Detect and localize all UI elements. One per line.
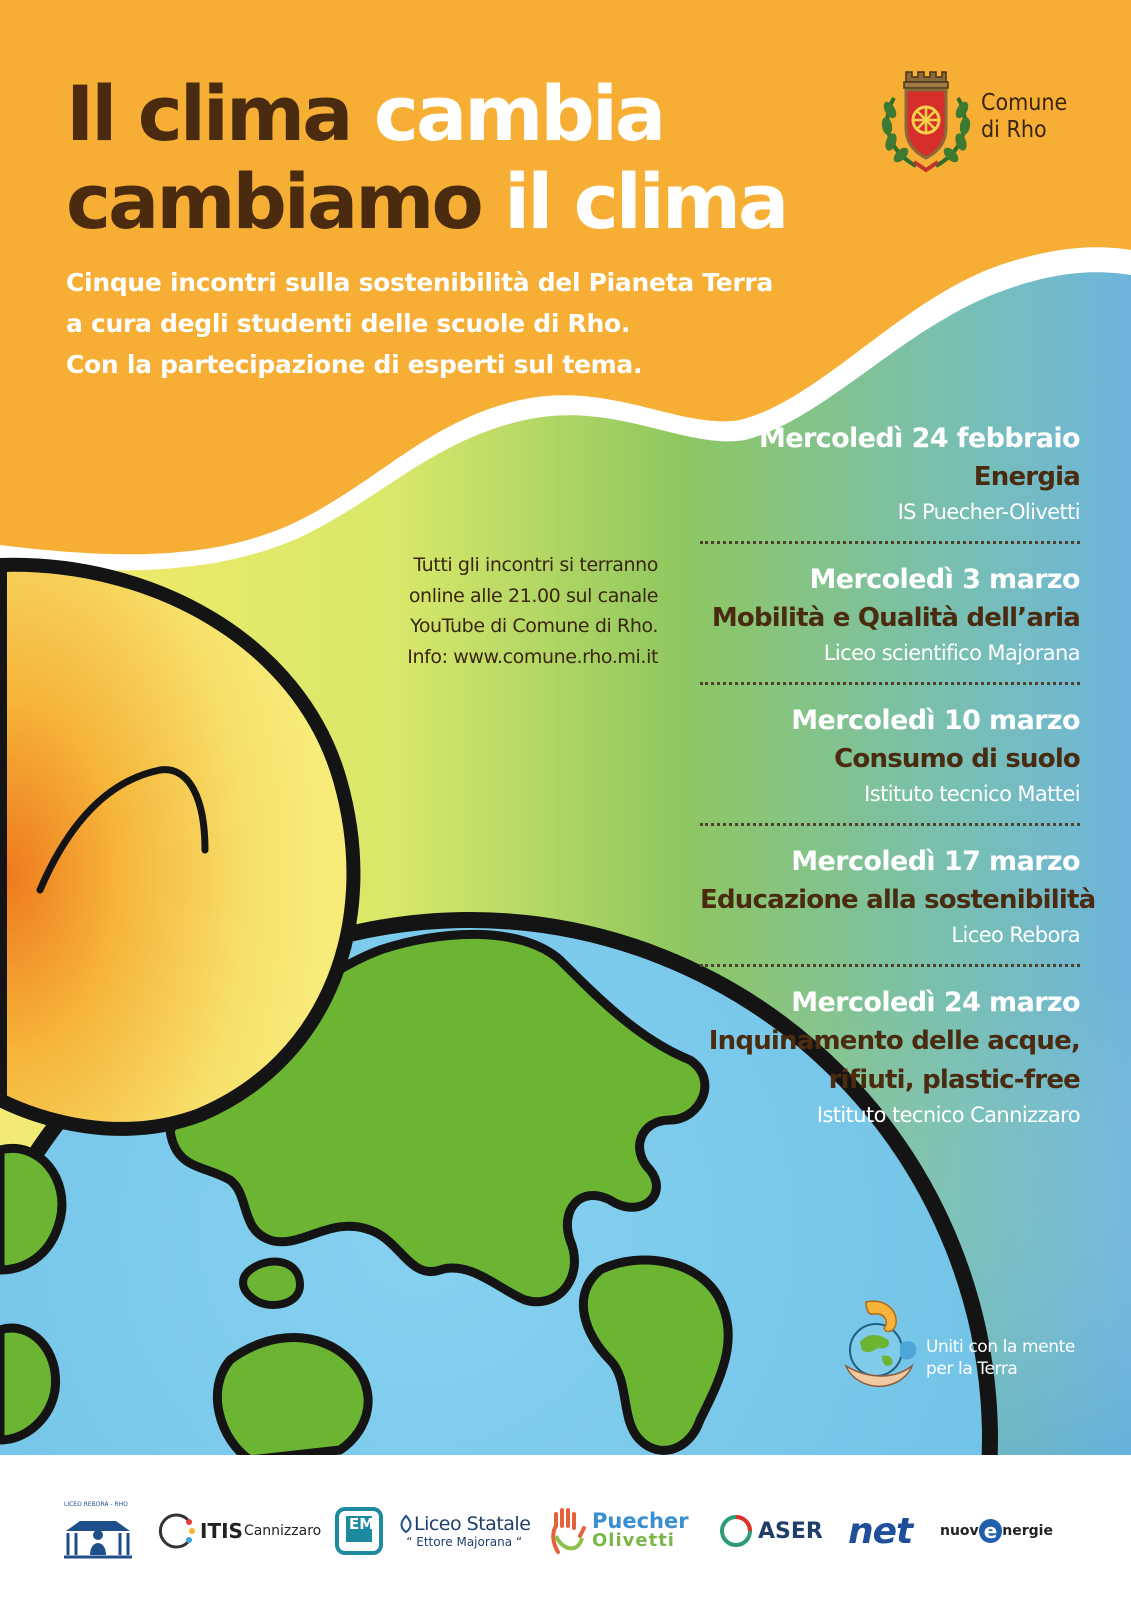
info-line: YouTube di Comune di Rho. — [410, 615, 658, 637]
poster-title — [66, 70, 786, 246]
logo-puecher-text: Puecher — [592, 1509, 689, 1533]
partner-logos-bar — [0, 1455, 1131, 1600]
slogan-line2: per la Terra — [926, 1359, 1018, 1379]
event-date: Mercoledì 24 febbraio — [758, 423, 1080, 454]
logo-aser — [718, 1501, 823, 1561]
events-list — [700, 420, 1096, 1161]
info-line: online alle 21.00 sul canale — [408, 584, 658, 607]
event-school: Liceo Rebora — [951, 923, 1080, 947]
title-line1-light: cambia — [373, 69, 664, 158]
event-item — [700, 420, 1080, 544]
logo-puecher-olivetti — [548, 1501, 689, 1561]
logo-nuove-text-a: nuov — [940, 1523, 979, 1539]
logo-em-text: EM — [349, 1515, 375, 1533]
comune-name — [981, 90, 1067, 144]
event-topic: Educazione alla sostenibilità — [700, 885, 1096, 915]
title-line2-dark: cambiamo — [66, 157, 481, 246]
event-topic: Inquinamento delle acque, — [708, 1026, 1080, 1056]
event-topic: Consumo di suolo — [834, 744, 1080, 774]
hand-print-icon — [548, 1506, 588, 1556]
poster-subtitle — [66, 262, 773, 385]
info-block — [330, 550, 658, 672]
event-school: Istituto tecnico Mattei — [864, 782, 1080, 806]
logo-nuove-energie — [940, 1501, 1053, 1561]
logo-liceo-statale-text: Liceo Statale — [414, 1513, 531, 1535]
aser-swirl-icon — [718, 1513, 754, 1549]
logo-aser-text: ASER — [758, 1518, 823, 1544]
event-date: Mercoledì 3 marzo — [809, 564, 1080, 595]
info-line: Tutti gli incontri si terranno — [413, 554, 658, 576]
title-line2-light: il clima — [504, 157, 787, 246]
slogan-line1: Uniti con la mente — [926, 1337, 1075, 1357]
logo-majorana-text: “ Ettore Majorana “ — [406, 1535, 523, 1549]
logo-net — [848, 1501, 912, 1561]
comune-name-line1: Comune — [981, 90, 1068, 116]
event-school: Liceo scientifico Majorana — [823, 641, 1080, 665]
comune-name-line2: di Rho — [981, 117, 1047, 143]
info-website[interactable]: Info: www.comune.rho.mi.it — [407, 645, 658, 668]
event-topic: Mobilità e Qualità dell’aria — [711, 603, 1080, 633]
subtitle-line: a cura degli studenti delle scuole di Rho. — [66, 309, 631, 338]
logo-olivetti-text: Olivetti — [592, 1530, 675, 1551]
earth-in-hands-icon — [838, 1292, 918, 1392]
slogan — [926, 1336, 1075, 1380]
logo-nuove-text-c: nergie — [1002, 1523, 1053, 1539]
event-item — [700, 702, 1080, 826]
flame-icon — [398, 1514, 414, 1534]
logo-em — [334, 1501, 384, 1561]
logo-itis-cannizzaro — [158, 1501, 321, 1561]
event-topic: rifiuti, plastic-free — [828, 1065, 1080, 1095]
event-item — [700, 561, 1080, 685]
event-topic: Energia — [973, 462, 1080, 492]
event-item — [700, 843, 1096, 967]
title-line1-dark: Il clima — [66, 69, 351, 158]
logo-itis-text: ITIS — [200, 1519, 243, 1543]
logo-liceo-rebora-text: LICEO REBORA - RHO — [64, 1501, 128, 1508]
logo-itis-subtext: Cannizzaro — [243, 1523, 322, 1539]
event-school: Istituto tecnico Cannizzaro — [816, 1103, 1080, 1127]
subtitle-line: Cinque incontri sulla sostenibilità del Pianeta Terra — [66, 268, 773, 297]
logo-net-text: net — [848, 1510, 913, 1552]
logo-nuove-text-b: e — [979, 1519, 1003, 1543]
event-item — [700, 984, 1080, 1144]
comune-di-rho-logo — [876, 68, 1076, 178]
event-date: Mercoledì 10 marzo — [791, 705, 1080, 736]
logo-liceo-rebora — [62, 1501, 134, 1561]
logo-liceo-majorana — [398, 1501, 530, 1561]
event-date: Mercoledì 17 marzo — [791, 846, 1080, 877]
subtitle-line: Con la partecipazione di esperti sul tema. — [66, 350, 643, 379]
school-building-icon — [62, 1511, 134, 1561]
event-date: Mercoledì 24 marzo — [791, 987, 1080, 1018]
circle-dots-icon — [158, 1512, 196, 1550]
event-school: IS Puecher-Olivetti — [897, 500, 1080, 524]
coat-of-arms-icon — [876, 68, 976, 178]
